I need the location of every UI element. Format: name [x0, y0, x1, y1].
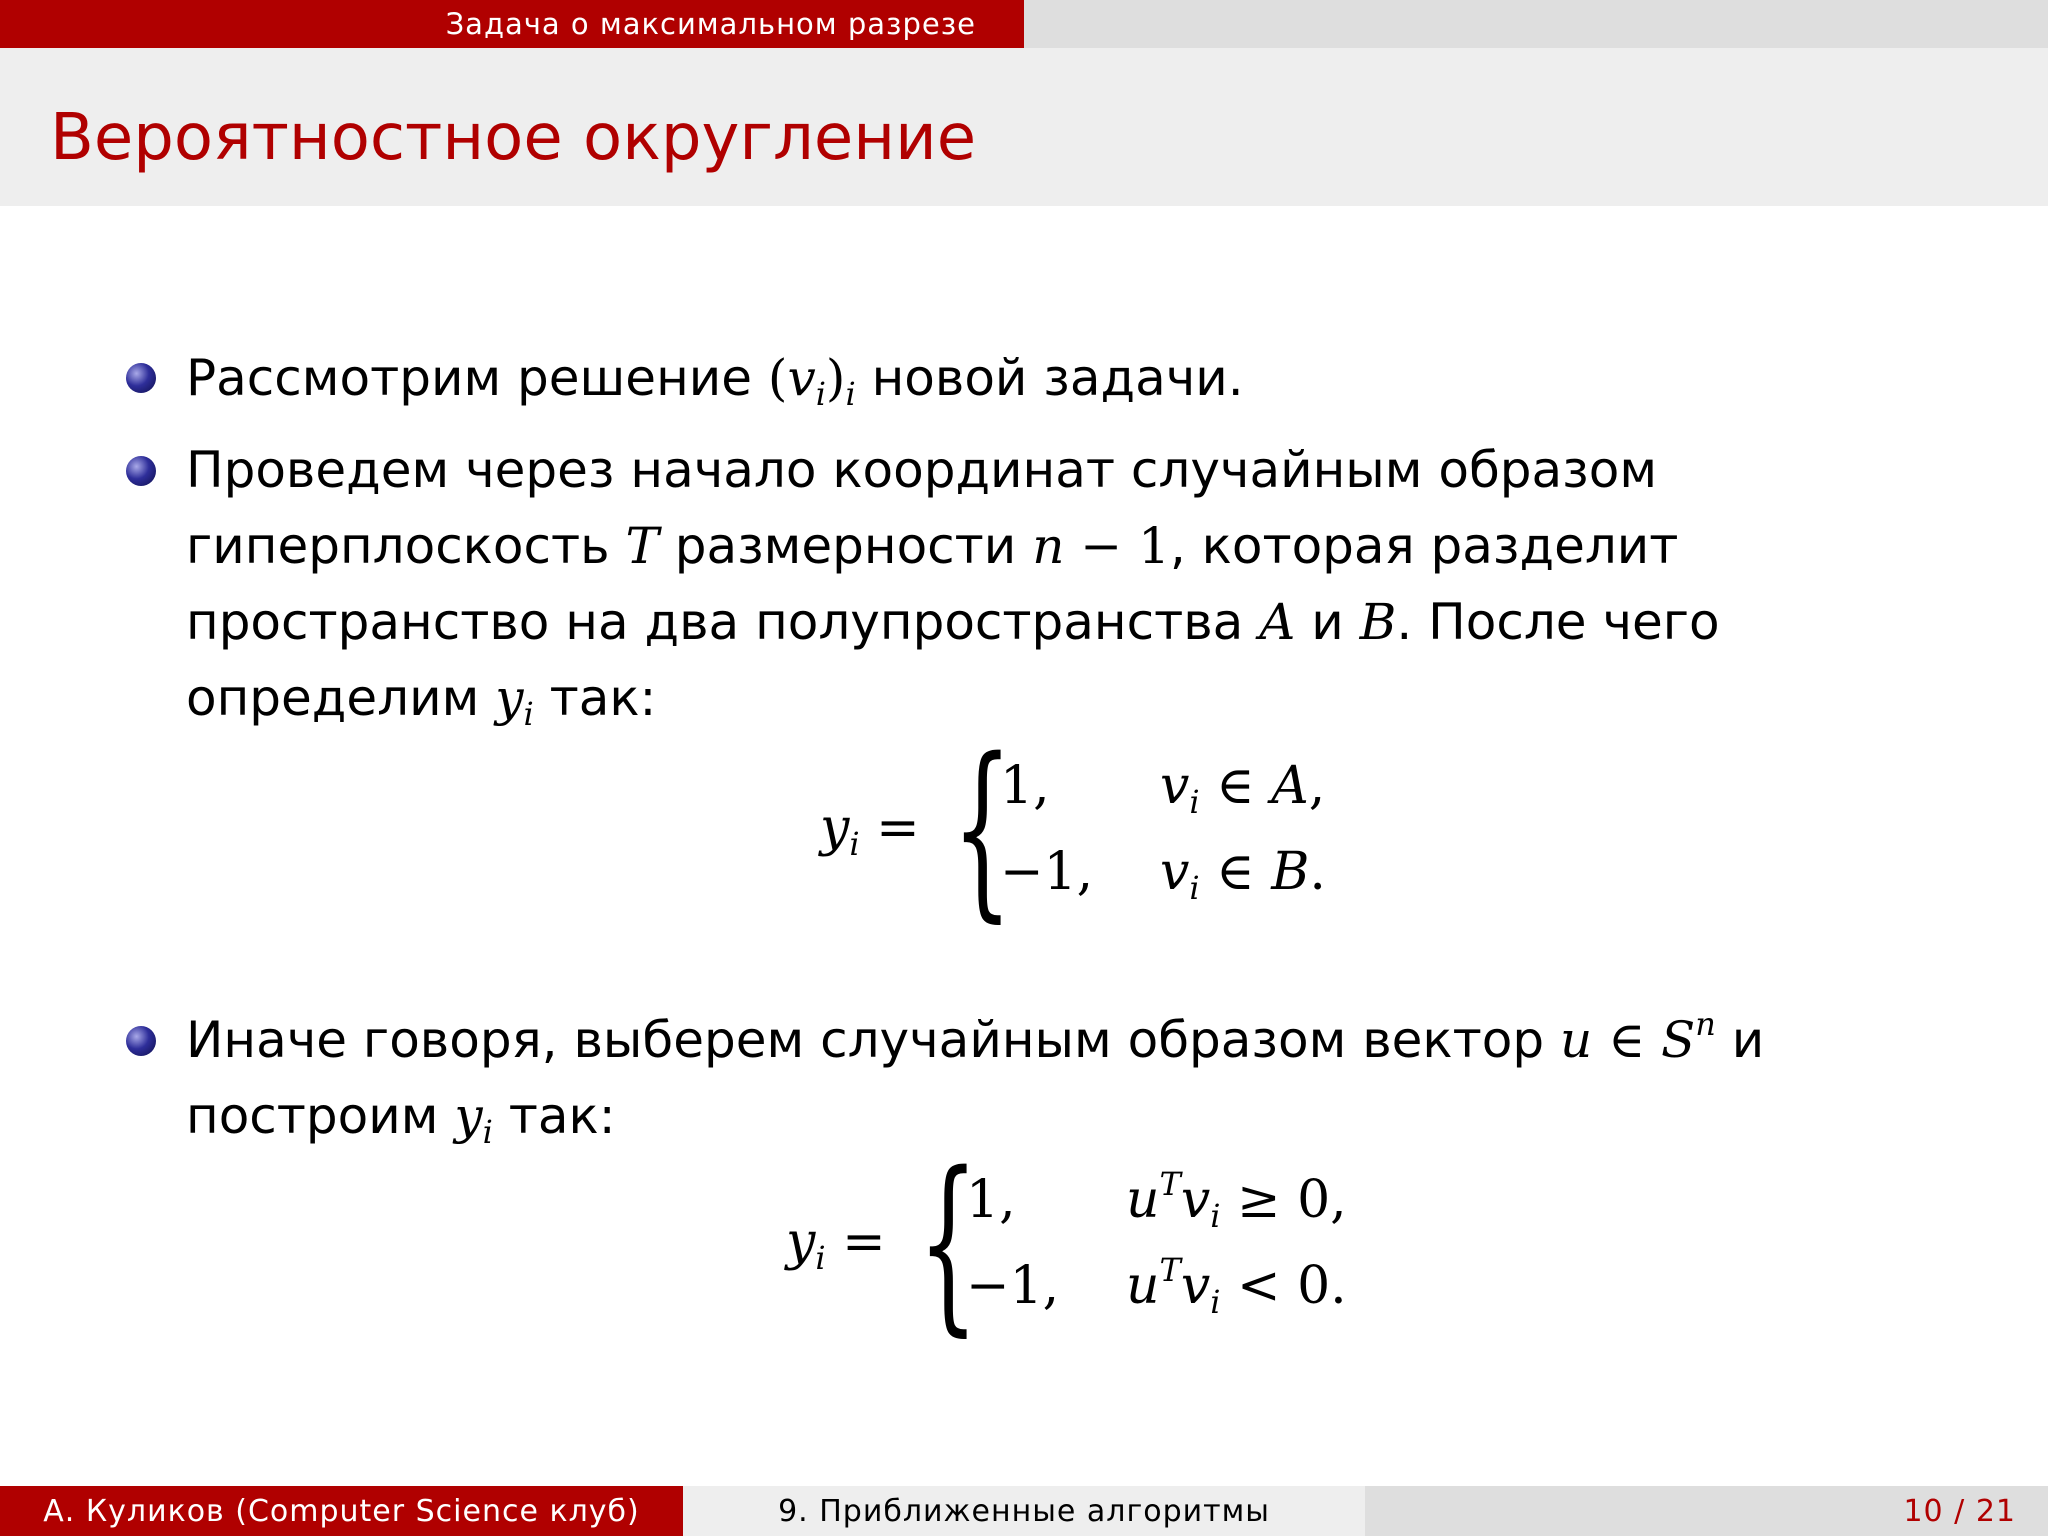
math-paren: ) — [825, 349, 846, 407]
case-2-condition — [1126, 1251, 1347, 1321]
bullet-icon — [126, 363, 156, 393]
text-run: , которая разделит — [1169, 517, 1679, 575]
math-var: v — [1180, 1170, 1211, 1230]
text-run: построим — [186, 1087, 455, 1145]
text-run: Рассмотрим решение — [186, 349, 768, 407]
bullet-icon — [126, 1026, 156, 1056]
math-sub: i — [845, 375, 856, 413]
math-rel: < 0. — [1220, 1256, 1347, 1316]
math-var: S — [1661, 1011, 1696, 1069]
math-var: y — [786, 1212, 816, 1272]
footer-lecture: 9. Приближенные алгоритмы — [683, 1486, 1365, 1536]
math-sub: i — [1210, 1283, 1221, 1321]
math-var: B — [1271, 842, 1310, 902]
math-var: y — [495, 669, 524, 727]
text-run: определим — [186, 669, 496, 727]
bullet-item-2-line-1 — [186, 432, 1657, 508]
math-var: u — [1126, 1256, 1160, 1316]
math-punct: , — [1308, 756, 1326, 816]
math-eq: = — [825, 1212, 886, 1272]
case-2-value: −1, — [1000, 842, 1094, 902]
text-run: гиперплоскость — [186, 517, 626, 575]
bullet-item-2-line-4 — [186, 660, 656, 736]
case-1-condition — [1126, 1165, 1347, 1235]
math-var: v — [1160, 842, 1190, 902]
text-run: новой задачи. — [855, 349, 1244, 407]
case-1-condition — [1160, 756, 1326, 821]
text-run: так: — [492, 1087, 616, 1145]
footline-bar — [0, 1486, 2048, 1536]
text-run: размерности — [658, 517, 1033, 575]
math-sup: n — [1695, 1005, 1716, 1043]
math-var: A — [1271, 756, 1309, 816]
case-2-condition — [1160, 842, 1326, 907]
math-var: u — [1559, 1011, 1593, 1069]
text-run: пространство на два полупространства — [186, 593, 1260, 651]
equation-lhs — [820, 798, 920, 863]
math-sub: i — [815, 1239, 826, 1277]
left-brace-icon: { — [952, 718, 1013, 939]
math-rel: ∈ — [1592, 1011, 1661, 1069]
text-run: и — [1295, 593, 1360, 651]
left-brace-icon: { — [918, 1132, 979, 1353]
math-sub: i — [523, 695, 534, 733]
math-rel: ≥ 0, — [1220, 1170, 1347, 1230]
text-run: и — [1715, 1011, 1765, 1069]
text-run: так: — [533, 669, 657, 727]
math-var: v — [1160, 756, 1190, 816]
bullet-item-3-line-2 — [186, 1078, 616, 1154]
bullet-item-1 — [186, 340, 1244, 416]
math-var: B — [1359, 593, 1397, 651]
math-var: v — [787, 349, 816, 407]
math-sub: i — [482, 1113, 493, 1151]
math-sub: i — [1189, 783, 1200, 821]
slide-title: Вероятностное округление — [50, 101, 977, 175]
math-var: T — [625, 517, 659, 575]
frame-title-bar — [0, 48, 2048, 206]
math-paren: ( — [767, 349, 788, 407]
math-sub: i — [849, 825, 860, 863]
math-sub: i — [815, 375, 826, 413]
footer-page-number: 10 / 21 — [1365, 1486, 2048, 1536]
math-var: v — [1180, 1256, 1211, 1316]
math-var: y — [820, 798, 850, 858]
bullet-icon — [126, 456, 156, 486]
bullet-item-3-line-1 — [186, 1002, 1764, 1078]
bullet-item-2-line-3 — [186, 584, 1720, 660]
equation-2 — [786, 1132, 1406, 1353]
math-var: u — [1126, 1170, 1160, 1230]
footer-author: А. Куликов (Computer Science клуб) — [0, 1486, 683, 1536]
math-punct: . — [1309, 842, 1326, 902]
math-expr: − 1 — [1064, 517, 1170, 575]
math-var: y — [454, 1087, 483, 1145]
math-var: A — [1259, 593, 1296, 651]
text-run: . После чего — [1396, 593, 1720, 651]
headline-bar — [0, 0, 2048, 48]
slide-content — [0, 206, 2048, 1486]
case-2-value: −1, — [966, 1256, 1060, 1316]
math-sup: T — [1159, 1165, 1181, 1203]
bullet-item-2-line-2 — [186, 508, 1678, 584]
section-title: Задача о максимальном разрезе — [0, 0, 1024, 48]
math-sub: i — [1210, 1197, 1221, 1235]
math-var: n — [1032, 517, 1065, 575]
equation-1 — [820, 718, 1340, 939]
text-run: Проведем через начало координат случайным образом — [186, 441, 1658, 499]
math-eq: = — [859, 798, 920, 858]
text-run: Иначе говоря, выберем случайным образом вектор — [186, 1011, 1560, 1069]
case-1-value: 1, — [966, 1170, 1016, 1230]
math-rel: ∈ — [1199, 842, 1272, 902]
equation-lhs — [786, 1212, 886, 1277]
case-1-value: 1, — [1000, 756, 1050, 816]
math-sub: i — [1189, 869, 1200, 907]
math-sup: T — [1159, 1251, 1181, 1289]
math-rel: ∈ — [1199, 756, 1272, 816]
